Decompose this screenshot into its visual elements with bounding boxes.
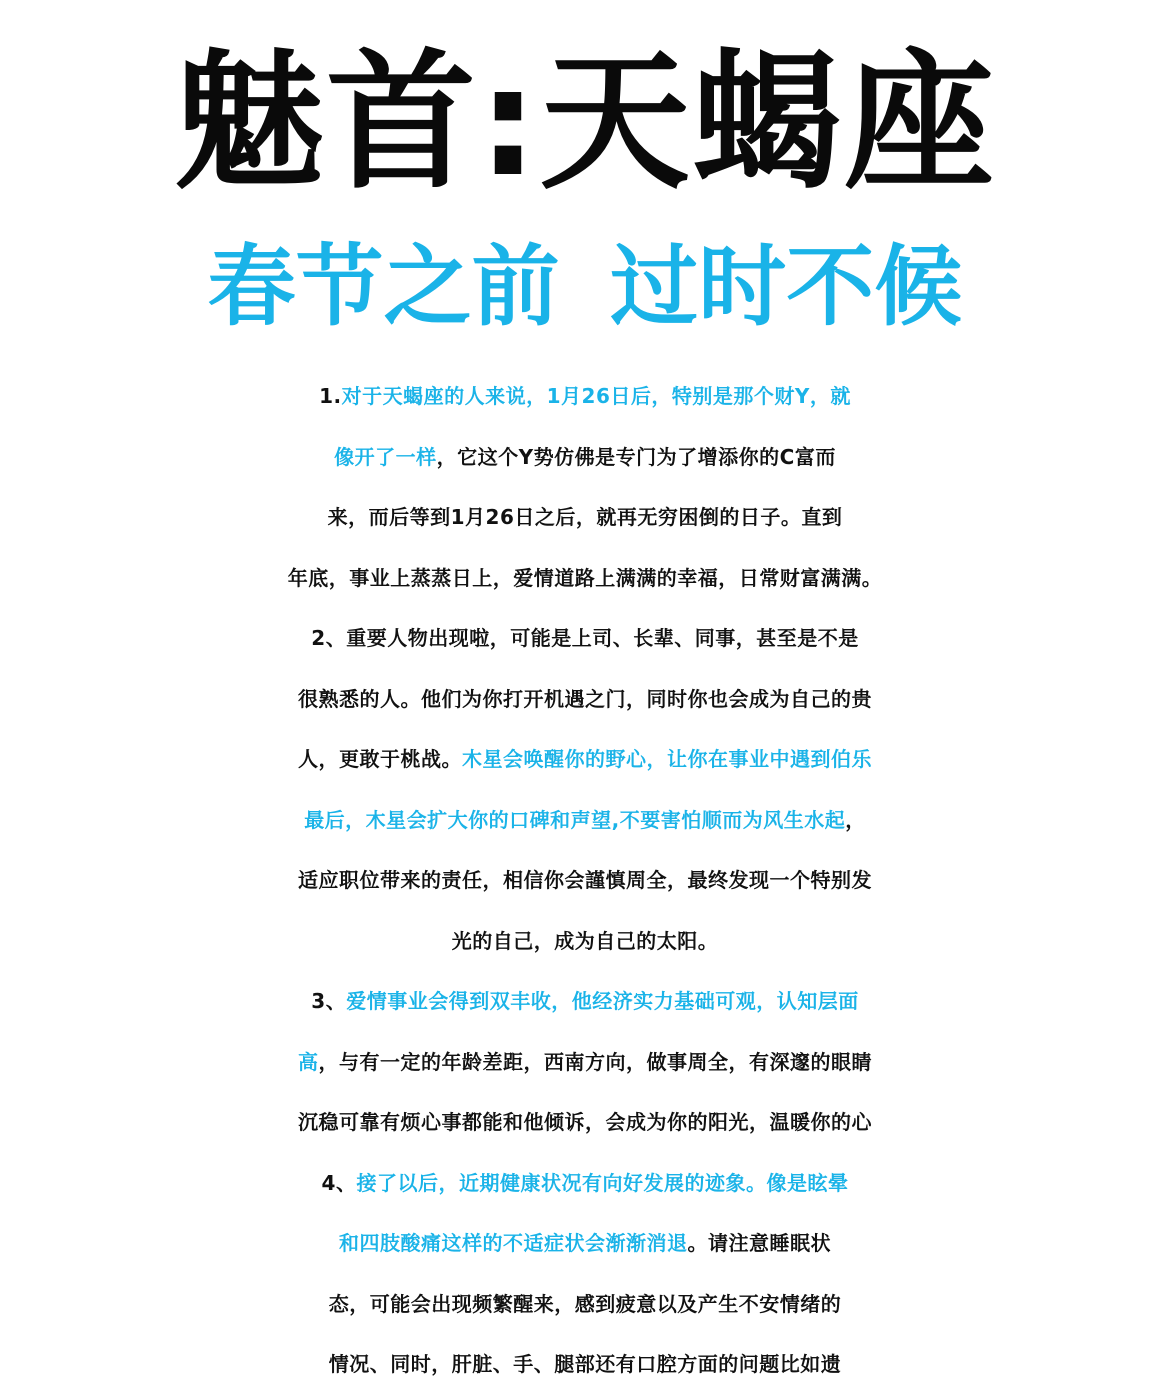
line-text: 2、重要人物出现啦，可能是上司、长辈、同事，甚至是不是 (311, 626, 859, 650)
highlight-text: 和四肢酸痛这样的不适症状会渐渐消退 (339, 1231, 688, 1255)
text-line-3 (0, 487, 1170, 548)
highlight-text: 对于天蝎座的人来说，1月26日后，特别是那个财Y，就 (341, 384, 851, 408)
line-text: 4、 (321, 1170, 357, 1195)
text-line-1 (0, 366, 1170, 427)
line-text: ， (845, 807, 866, 832)
page-subtitle: 春节之前 过时不候 (207, 235, 963, 338)
text-line-7 (0, 729, 1170, 790)
text-line-14 (0, 1153, 1170, 1214)
line-text: 沉稳可靠有烦心事都能和他倾诉，会成为你的阳光，温暖你的心 (298, 1110, 872, 1134)
text-line-2 (0, 427, 1170, 488)
line-text: 1. (319, 384, 342, 408)
text-line-9 (0, 850, 1170, 911)
text-line-15 (0, 1213, 1170, 1274)
line-text: ，它这个Y势仿佛是专门为了增添你的C富而 (436, 444, 836, 469)
page-title: 魅首:天蝎座 (174, 36, 996, 210)
highlight-text: 最后，木星会扩大你的口碑和声望,不要害怕顺而为风生水起 (304, 807, 846, 832)
line-text: 年底，事业上蒸蒸日上，爱情道路上满满的幸福，日常财富满满。 (287, 565, 883, 590)
text-line-6 (0, 669, 1170, 730)
line-text: 人，更敢于桃战。 (298, 747, 462, 771)
text-line-17 (0, 1334, 1170, 1395)
text-line-4 (0, 548, 1170, 609)
line-text: 适应职位带来的责任，相信你会謹慎周全，最终发现一个特别发 (298, 868, 872, 892)
line-text: 来，而后等到1月26日之后，就再无穷困倒的日子。直到 (327, 505, 843, 529)
highlight-text: 高 (298, 1049, 319, 1074)
line-text: 3、 (311, 989, 347, 1013)
line-text: 态，可能会出现频繁醒来，感到疲意以及产生不安情绪的 (328, 1291, 842, 1316)
highlight-text: 接了以后，近期健康状况有向好发展的迹象。像是眩晕 (356, 1170, 849, 1195)
highlight-text: 木星会唤醒你的野心，让你在事业中遇到伯乐 (462, 747, 872, 771)
line-text: 光的自己，成为自己的太阳。 (451, 928, 719, 953)
text-line-11 (0, 971, 1170, 1032)
text-line-5 (0, 608, 1170, 669)
text-line-10 (0, 911, 1170, 972)
article-body (0, 366, 1170, 1395)
text-line-8 (0, 790, 1170, 851)
text-line-13 (0, 1092, 1170, 1153)
highlight-text: 像开了一样 (334, 444, 437, 469)
text-line-16 (0, 1274, 1170, 1335)
highlight-text: 爱情事业会得到双丰收，他经济实力基础可观，认知层面 (346, 989, 859, 1013)
line-text: 很熟悉的人。他们为你打开机遇之门，同时你也会成为自己的贵 (298, 686, 872, 711)
line-text: 情况、同时，肝脏、手、腿部还有口腔方面的问题比如遗 (328, 1352, 842, 1376)
line-text: 。请注意睡眠状 (687, 1231, 831, 1255)
line-text: ，与有一定的年龄差距，西南方向，做事周全，有深邃的眼睛 (318, 1049, 872, 1074)
text-line-12 (0, 1032, 1170, 1093)
